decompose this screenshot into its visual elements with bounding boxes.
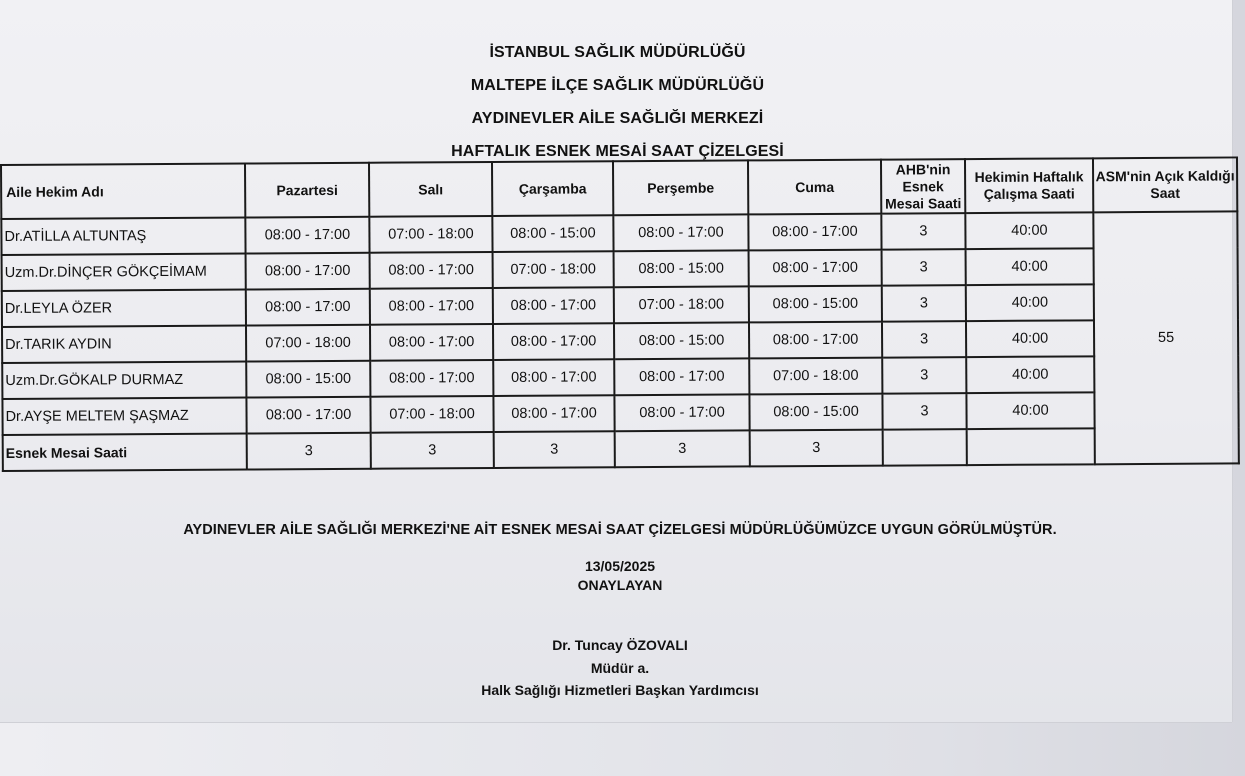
center-open-hours: 55 [1093,211,1239,464]
friday-hours: 08:00 - 17:00 [749,250,882,287]
weekly-hours: 40:00 [966,284,1094,321]
wednesday-hours: 08:00 - 15:00 [492,215,613,252]
tuesday-hours: 07:00 - 18:00 [370,396,493,433]
thursday-hours: 08:00 - 15:00 [614,250,749,287]
monday-hours: 08:00 - 17:00 [245,217,369,254]
approver-label: ONAYLAYAN [577,577,663,593]
tuesday-hours: 07:00 - 18:00 [369,216,492,253]
thursday-hours: 08:00 - 17:00 [613,214,748,251]
weekly-hours: 40:00 [966,356,1094,393]
column-header-monday: Pazartesi [245,163,369,218]
column-header-thursday: Perşembe [613,160,748,215]
wednesday-hours: 08:00 - 17:00 [493,287,614,324]
column-header-open-hours: ASM'nin Açık Kaldığı Saat [1093,157,1237,212]
tuesday-hours: 08:00 - 17:00 [370,252,493,289]
signatory-title: Müdür a. [590,660,650,676]
tuesday-hours: 08:00 - 17:00 [370,288,493,325]
physician-name: Dr.AYŞE MELTEM ŞAŞMAZ [2,397,246,434]
approval-statement: AYDINEVLER AİLE SAĞLIĞI MERKEZİ'NE AİT ESNEK MESAİ SAAT ÇİZELGESİ MÜDÜRLÜĞÜMÜZCE UYGUN GÖRÜLMÜŞTÜR. [183,522,1057,538]
column-header-weekly-hours: Hekimin Haftalık Çalışma Saati [965,158,1093,213]
friday-hours: 08:00 - 17:00 [749,322,882,359]
signatory-role: Halk Sağlığı Hizmetleri Başkan Yardımcısı [481,682,759,698]
schedule-title: HAFTALIK ESNEK MESAİ SAAT ÇİZELGESİ [451,143,784,160]
tuesday-hours: 08:00 - 17:00 [370,360,493,397]
monday-flex-total: 3 [247,433,371,470]
tuesday-flex-total: 3 [371,432,494,469]
flex-hours: 3 [882,357,966,394]
column-header-physician: Aile Hekim Adı [1,164,245,219]
wednesday-hours: 08:00 - 17:00 [493,323,614,360]
thursday-hours: 08:00 - 15:00 [614,322,749,359]
weekly-hours: 40:00 [966,320,1094,357]
friday-flex-total: 3 [750,430,883,467]
wednesday-flex-total: 3 [494,431,615,468]
thursday-hours: 08:00 - 17:00 [614,358,749,395]
wednesday-hours: 07:00 - 18:00 [493,251,614,288]
weekly-hours: 40:00 [966,392,1094,429]
column-header-tuesday: Salı [369,162,492,217]
table-footer-row [3,427,1239,471]
tuesday-hours: 08:00 - 17:00 [370,324,493,361]
weekly-hours: 40:00 [966,248,1094,285]
column-header-friday: Cuma [748,160,881,215]
thursday-hours: 07:00 - 18:00 [614,286,749,323]
flex-hours: 3 [881,213,965,250]
friday-hours: 08:00 - 15:00 [749,286,882,323]
monday-hours: 08:00 - 17:00 [246,253,370,290]
physician-name: Uzm.Dr.GÖKALP DURMAZ [2,361,246,398]
friday-hours: 08:00 - 17:00 [748,214,881,251]
district-directorate-title: MALTEPE İLÇE SAĞLIK MÜDÜRLÜĞÜ [470,77,765,94]
column-header-flex-hours: AHB'nin Esnek Mesai Saati [881,159,965,214]
monday-hours: 08:00 - 17:00 [246,397,370,434]
physician-name: Dr.ATİLLA ALTUNTAŞ [1,218,245,255]
column-header-wednesday: Çarşamba [492,161,613,216]
thursday-hours: 08:00 - 17:00 [614,394,749,431]
flex-hours: 3 [882,393,966,430]
flex-hours-footer-label: Esnek Mesai Saati [3,433,247,470]
monday-hours: 07:00 - 18:00 [246,325,370,362]
signatory-name: Dr. Tuncay ÖZOVALI [552,637,688,653]
wednesday-hours: 08:00 - 17:00 [493,395,614,432]
wednesday-hours: 08:00 - 17:00 [493,359,614,396]
physician-name: Dr.LEYLA ÖZER [2,290,246,327]
monday-hours: 08:00 - 15:00 [246,361,370,398]
directorate-title: İSTANBUL SAĞLIK MÜDÜRLÜĞÜ [489,44,746,61]
friday-hours: 07:00 - 18:00 [749,358,882,395]
health-center-title: AYDINEVLER AİLE SAĞLIĞI MERKEZİ [471,110,764,127]
flex-hours: 3 [882,321,966,358]
flex-hours-footer-empty [883,429,967,466]
thursday-flex-total: 3 [615,430,750,467]
physician-name: Uzm.Dr.DİNÇER GÖKÇEİMAM [2,254,246,291]
weekly-hours: 40:00 [965,212,1093,249]
flex-hours: 3 [882,249,966,286]
monday-hours: 08:00 - 17:00 [246,289,370,326]
physician-name: Dr.TARIK AYDIN [2,326,246,363]
approval-date: 13/05/2025 [584,558,656,574]
friday-hours: 08:00 - 15:00 [749,394,882,431]
flex-hours-schedule-table [0,156,1240,472]
flex-hours: 3 [882,285,966,322]
table-header-row [1,157,1237,219]
weekly-hours-footer-empty [967,428,1095,465]
